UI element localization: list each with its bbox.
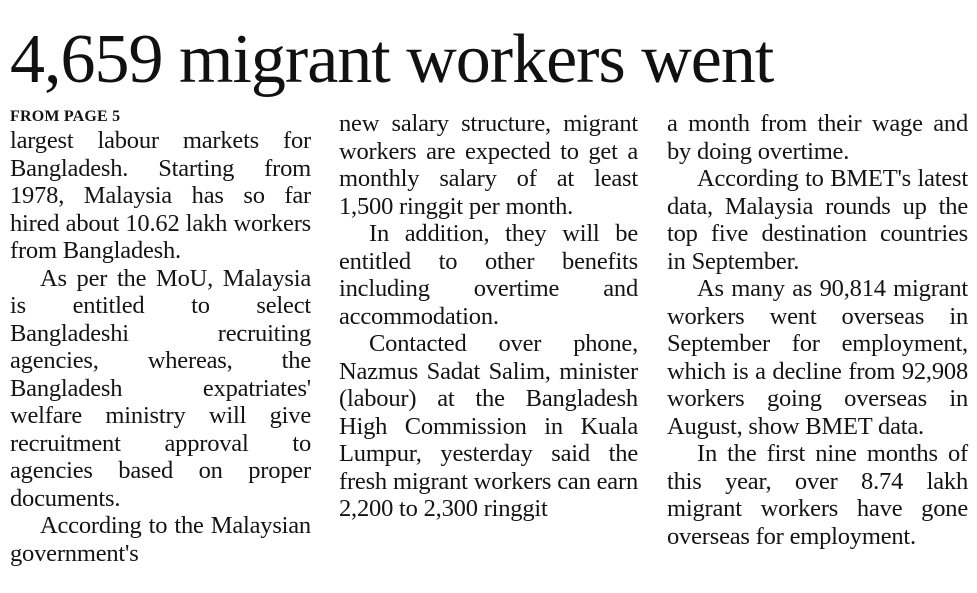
paragraph: As per the MoU, Malaysia is entitled to select Bangladeshi recruiting agencies, whereas, the Bangladesh expatriates' welfare ministry will give recruitment approval to agencies based on proper documents. [10, 264, 311, 512]
article-column-1 [10, 107, 311, 567]
paragraph: new salary structure, migrant workers are expected to get a monthly salary of at least 1,500 ringgit per month. [339, 110, 638, 220]
paragraph: Contacted over phone, Nazmus Sadat Salim, minister (labour) at the Bangladesh High Commission in Kuala Lumpur, yesterday said the fresh migrant workers can earn 2,200 to 2,300 ringgit [339, 330, 638, 522]
paragraph: a month from their wage and by doing overtime. [667, 110, 968, 165]
headline: 4,659 migrant workers went [10, 21, 774, 98]
paragraph: According to the Malaysian government's [10, 512, 311, 567]
paragraph: In the first nine months of this year, over 8.74 lakh migrant workers have gone overseas for employment. [667, 440, 968, 550]
paragraph: largest labour markets for Bangladesh. Starting from 1978, Malaysia has so far hired about 10.62 lakh workers from Bangladesh. [10, 127, 311, 264]
paragraph: According to BMET's latest data, Malaysia rounds up the top five destination countries in September. [667, 165, 968, 275]
article-column-2 [339, 110, 638, 523]
paragraph: As many as 90,814 migrant workers went overseas in September for employment, which is a decline from 92,908 workers going overseas in August, show BMET data. [667, 275, 968, 440]
article-column-3 [667, 110, 968, 550]
continued-from-label: FROM PAGE 5 [10, 108, 121, 125]
paragraph: In addition, they will be entitled to other benefits including overtime and accommodation. [339, 220, 638, 330]
